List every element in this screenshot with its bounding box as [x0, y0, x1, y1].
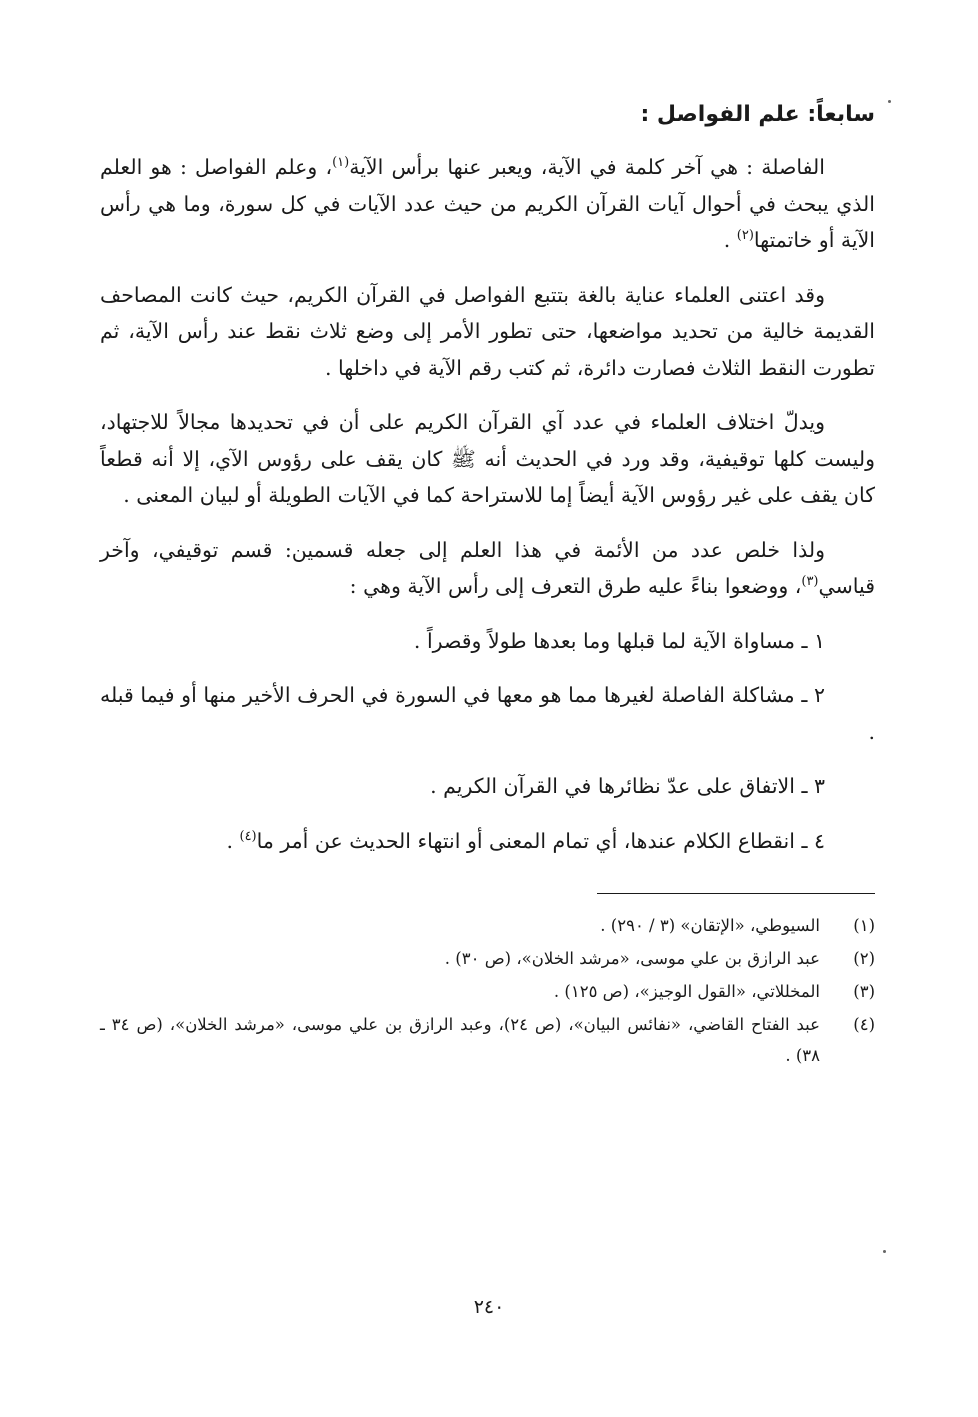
paragraph-definition-part2: ، وعلم الفواصل : هو العلم الذي يبحث في أحوال آيات القرآن الكريم من حيث عدد الآيات في كل سورة، وما هي رأس الآية أو خاتمتها	[100, 155, 875, 252]
margin-dot-bottom	[883, 1250, 886, 1253]
footnote-number: (٤)	[853, 1015, 875, 1034]
footnote-text: المخللاتي، «القول الوجيز»، (ص ١٢٥) .	[553, 982, 820, 1001]
list-item-3: ٣ ـ الاتفاق على عدّ نظائرها في القرآن الكريم .	[430, 774, 825, 798]
footnote-number: (١)	[853, 916, 875, 935]
page-body	[100, 95, 875, 1073]
paragraph-categories	[100, 532, 875, 605]
page-number: ٢٤٠	[473, 1296, 505, 1318]
footnote-3	[100, 976, 875, 1007]
margin-dot-top	[888, 100, 891, 103]
footnote-4	[100, 1009, 875, 1071]
paragraph-definition	[100, 149, 875, 259]
footnote-text: عبد الرازق بن علي موسى، «مرشد الخلان»، (ص ٣٠) .	[444, 949, 820, 968]
paragraph-categories-part1: ولذا خلص عدد من الأئمة في هذا العلم إلى جعله قسمين: قسم توقيفي، وآخر قياسي	[100, 537, 875, 598]
list-item-4-text: ٤ ـ انقطاع الكلام عندها، أي تمام المعنى أو انتهاء الحديث عن أمر ما	[256, 828, 825, 853]
section-heading: سابعاً: علم الفواصل :	[640, 102, 875, 127]
list-item-4	[100, 823, 875, 860]
paragraph-definition-part1: الفاصلة : هي آخر كلمة في الآية، ويعبر عنها برأس الآية	[349, 155, 825, 179]
list-item-1: ١ ـ مساواة الآية لما قبلها وما بعدها طولاً وقصراً .	[413, 628, 825, 653]
footnote-ref-1[interactable]: (١)	[332, 155, 350, 171]
footnote-2	[100, 943, 875, 974]
list-item-4-end: .	[226, 828, 240, 853]
footnote-ref-4[interactable]: (٤)	[239, 828, 257, 844]
footnote-text: عبد الفتاح القاضي، «نفائس البيان»، (ص ٢٤)، وعبد الرازق بن علي موسى، «مرشد الخلان»، (ص ٣٤ ـ ٣٨) .	[100, 1015, 820, 1065]
list-item-2: ٢ ـ مشاكلة الفاصلة لغيرها مما هو معها في السورة في الحرف الأخير منها أو فيما قبله .	[100, 683, 875, 744]
footnote-number: (٣)	[853, 982, 875, 1001]
footnote-ref-2[interactable]: (٢)	[736, 228, 754, 244]
paragraph-definition-part3: .	[723, 228, 737, 252]
paragraph-categories-part2: ، ووضعوا بناءً عليه طرق التعرف إلى رأس الآية وهي :	[349, 574, 802, 598]
footnote-ref-3[interactable]: (٣)	[801, 574, 819, 590]
footnote-number: (٢)	[853, 949, 875, 968]
footnote-1	[100, 910, 875, 941]
footnote-text: السيوطي، «الإتقان» (٣ / ٢٩٠) .	[600, 916, 820, 935]
paragraph-history: وقد اعتنى العلماء عناية بالغة بتتبع الفواصل في القرآن الكريم، حيث كانت المصاحف القديمة خالية من تحديد مواضعها، حتى تطور الأمر إلى وضع ثلاث نقط عند رأس الآية، ثم تطورت النقط الثلاث فصارت دائرة، ثم كتب رقم الآية في داخلها .	[100, 282, 875, 380]
footnote-separator	[597, 893, 875, 894]
paragraph-ijtihad: ويدلّ اختلاف العلماء في عدد آي القرآن الكريم على أن في تحديدها مجالاً للاجتهاد، وليست كلها توقيفية، وقد ورد في الحديث أنه ﷺ كان يقف على رؤوس الآي، إلا أنه قطعاً كان يقف على غير رؤوس الآية أيضاً إما للاستراحة كما في الآيات الطويلة أو لبيان المعنى .	[100, 410, 875, 507]
footnotes	[100, 910, 875, 1071]
